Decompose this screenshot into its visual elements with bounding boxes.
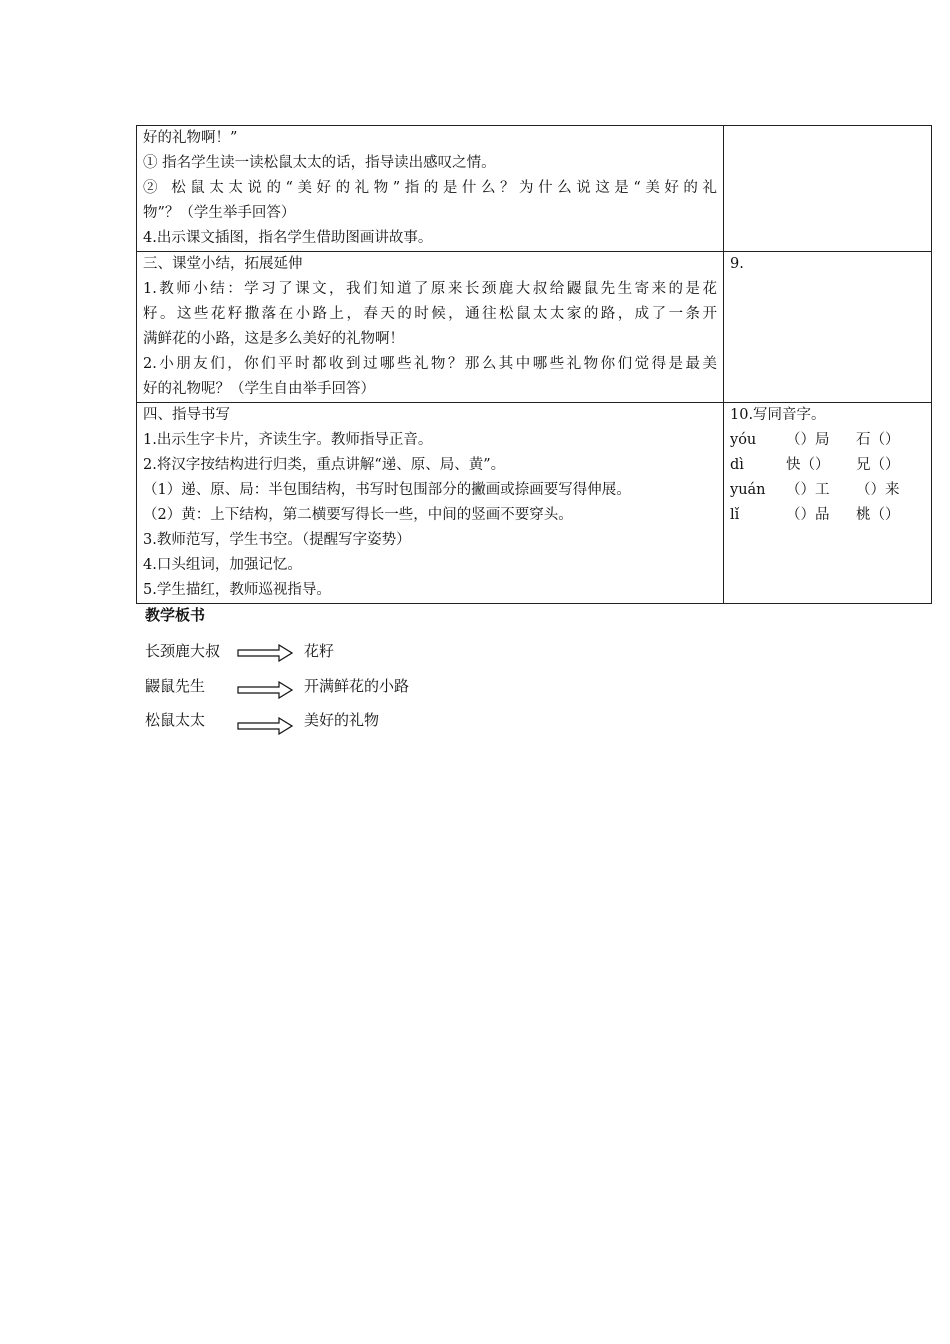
text-line: 4.出示课文插图，指名学生借助图画讲故事。	[143, 230, 433, 246]
section-heading: 三、课堂小结，拓展延伸	[143, 256, 303, 272]
text-line: 籽。这些花籽撒落在小路上，春天的时候，通往松鼠太太家的路，成了一条开	[143, 306, 717, 322]
lesson-table	[136, 125, 932, 604]
text-line: （1）递、原、局：半包围结构，书写时包围部分的撇画或捺画要写得伸展。	[143, 482, 631, 498]
pinyin: yóu	[730, 432, 757, 448]
section-heading: 四、指导书写	[143, 407, 230, 423]
board-result: 开满鲜花的小路	[304, 677, 410, 695]
left-cell	[137, 126, 724, 252]
pinyin-row	[730, 478, 925, 503]
board-result: 花籽	[304, 642, 335, 660]
text-line: 4.口头组词，加强记忆。	[143, 557, 302, 573]
blank-word: 快（）	[786, 457, 830, 473]
board-title: 教学板书	[145, 606, 206, 624]
text-line: 2.小朋友们，你们平时都收到过哪些礼物？那么其中哪些礼物你们觉得是最美	[143, 356, 717, 372]
pinyin: dì	[730, 457, 744, 473]
text-line: 满鲜花的小路，这是多么美好的礼物啊！	[143, 331, 404, 347]
right-arrow-icon	[237, 681, 293, 699]
text-line: 好的礼物啊！”	[143, 130, 238, 146]
board-subject: 长颈鹿大叔	[145, 642, 221, 660]
table-row	[137, 252, 932, 403]
left-cell	[137, 403, 724, 604]
left-cell	[137, 252, 724, 403]
board-subject: 鼹鼠先生	[145, 677, 206, 695]
text-line: ① 指名学生读一读松鼠太太的话，指导读出感叹之情。	[143, 155, 496, 171]
text-line: 1.出示生字卡片，齐读生字。教师指导正音。	[143, 432, 433, 448]
text-line: 好的礼物呢？（学生自由举手回答）	[143, 381, 375, 397]
exercise-title: 10.写同音字。	[730, 407, 826, 423]
blank-word: （）品	[786, 507, 830, 523]
text-line: 5.学生描红，教师巡视指导。	[143, 582, 331, 598]
text-line: （2）黄：上下结构，第二横要写得长一些，中间的竖画不要穿头。	[143, 507, 573, 523]
pinyin-row	[730, 453, 925, 478]
table-row	[137, 126, 932, 252]
right-cell	[724, 252, 932, 403]
blank-word: 桃（）	[856, 507, 900, 523]
text-line: 3.教师范写，学生书空。（提醒写字姿势）	[143, 532, 411, 548]
right-cell	[724, 403, 932, 604]
pinyin: lǐ	[730, 507, 740, 523]
pinyin: yuán	[730, 482, 766, 498]
right-cell	[724, 126, 932, 252]
right-arrow-icon	[237, 644, 293, 662]
text-line: 1.教师小结：学习了课文，我们知道了原来长颈鹿大叔给鼹鼠先生寄来的是花	[143, 281, 717, 297]
blank-word: （）工	[786, 482, 830, 498]
table-row	[137, 403, 932, 604]
blank-word: （）来	[856, 482, 900, 498]
blank-word: 兄（）	[856, 457, 900, 473]
board-result: 美好的礼物	[304, 711, 380, 729]
text-line: ② 松鼠太太说的“美好的礼物”指的是什么？为什么说这是“美好的礼	[143, 180, 717, 196]
pinyin-row	[730, 503, 925, 528]
pinyin-row	[730, 428, 925, 453]
text-line: 物”？（学生举手回答）	[143, 205, 296, 221]
board-subject: 松鼠太太	[145, 711, 206, 729]
blank-word: （）局	[786, 432, 830, 448]
text-line: 2.将汉字按结构进行归类，重点讲解“递、原、局、黄”。	[143, 457, 506, 473]
exercise-number: 9.	[730, 256, 744, 272]
blank-word: 石（）	[856, 432, 900, 448]
right-arrow-icon	[237, 717, 293, 735]
